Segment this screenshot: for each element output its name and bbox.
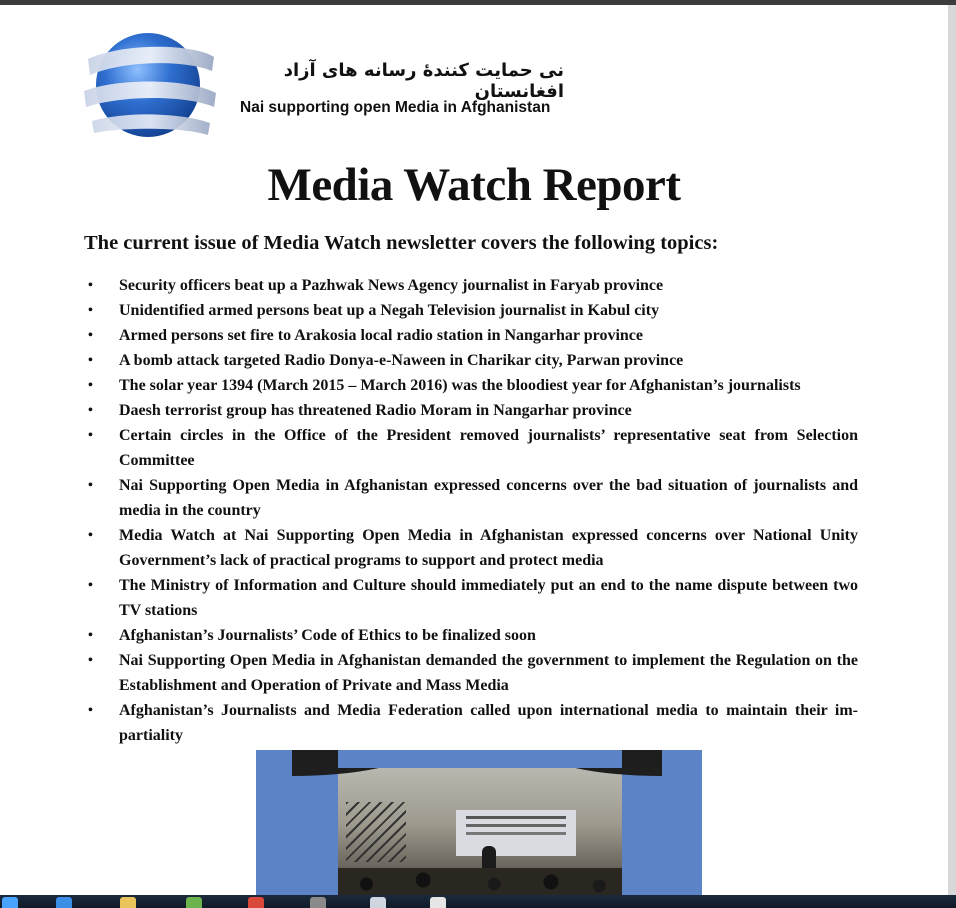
bullet-marker: •: [88, 328, 93, 343]
bullet-marker: •: [88, 703, 93, 718]
photo-crowd: [338, 868, 622, 895]
topic-item: [84, 648, 858, 698]
photo-stairs: [346, 802, 406, 862]
organization-name-english: Nai supporting open Media in Afghanistan: [240, 99, 551, 116]
topic-item: [84, 698, 858, 748]
topic-item: [84, 273, 858, 298]
topic-text: Nai Supporting Open Media in Afghanistan expressed concerns over the bad situation of journalists and media in the country: [119, 477, 858, 519]
topic-text: Unidentified armed persons beat up a Negah Television journalist in Kabul city: [119, 302, 660, 319]
bullet-marker: •: [88, 653, 93, 668]
taskbar-start-icon[interactable]: [2, 897, 18, 908]
topic-text: Afghanistan’s Journalists’ Code of Ethics to be finalized soon: [119, 627, 536, 644]
bullet-marker: •: [88, 278, 93, 293]
taskbar-window-icon[interactable]: [430, 897, 446, 908]
bullet-marker: •: [88, 478, 93, 493]
topic-text: Certain circles in the Office of the President removed journalists’ representative seat from Selection Committee: [119, 427, 858, 469]
bullet-marker: •: [88, 528, 93, 543]
organization-name-persian: نی حمایت کنندۀ رسانه های آزاد افغانستان: [283, 60, 564, 102]
taskbar: [0, 895, 956, 908]
topic-item: [84, 398, 858, 423]
bullet-marker: •: [88, 578, 93, 593]
bullet-marker: •: [88, 378, 93, 393]
topic-text: Armed persons set fire to Arakosia local radio station in Nangarhar province: [119, 327, 643, 344]
bullet-marker: •: [88, 303, 93, 318]
topic-item: [84, 573, 858, 623]
taskbar-pdf-icon[interactable]: [370, 897, 386, 908]
topic-text: Daesh terrorist group has threatened Radio Moram in Nangarhar province: [119, 402, 632, 419]
topic-item: [84, 298, 858, 323]
report-title: Media Watch Report: [267, 159, 681, 211]
bullet-marker: •: [88, 428, 93, 443]
topic-item: [84, 373, 858, 398]
topic-item: [84, 323, 858, 348]
globe-logo-icon: [82, 29, 218, 143]
bullet-marker: •: [88, 403, 93, 418]
topic-text: Afghanistan’s Journalists and Media Federation called upon international media to maintain their im-partiality: [119, 702, 858, 744]
topic-text: The solar year 1394 (March 2015 – March 2016) was the bloodiest year for Afghanistan’s journalists: [119, 377, 801, 394]
topics-list: [84, 273, 858, 748]
taskbar-media-icon[interactable]: [310, 897, 326, 908]
topic-text: A bomb attack targeted Radio Donya-e-Naween in Charikar city, Parwan province: [119, 352, 684, 369]
taskbar-chrome-icon[interactable]: [248, 897, 264, 908]
topic-item: [84, 348, 858, 373]
taskbar-app-icon[interactable]: [186, 897, 202, 908]
taskbar-browser-icon[interactable]: [56, 897, 72, 908]
window-right-border: [948, 5, 956, 895]
topic-text: Nai Supporting Open Media in Afghanistan demanded the government to implement the Regulation on the Establishment and Operation of Private and Mass Media: [119, 652, 858, 694]
bullet-marker: •: [88, 628, 93, 643]
taskbar-folder-icon[interactable]: [120, 897, 136, 908]
topic-item: [84, 423, 858, 473]
topic-text: Security officers beat up a Pazhwak News Agency journalist in Faryab province: [119, 277, 664, 294]
topic-item: [84, 523, 858, 573]
topic-item: [84, 623, 858, 648]
report-subtitle: The current issue of Media Watch newsletter covers the following topics:: [84, 232, 719, 254]
event-photo: [256, 750, 702, 895]
topic-text: The Ministry of Information and Culture should immediately put an end to the name dispute between two TV stations: [119, 577, 858, 619]
document-page: [0, 5, 948, 895]
topic-item: [84, 473, 858, 523]
bullet-marker: •: [88, 353, 93, 368]
topic-text: Media Watch at Nai Supporting Open Media in Afghanistan expressed concerns over National Unity Government’s lack of practical programs to support and protect media: [119, 527, 858, 569]
